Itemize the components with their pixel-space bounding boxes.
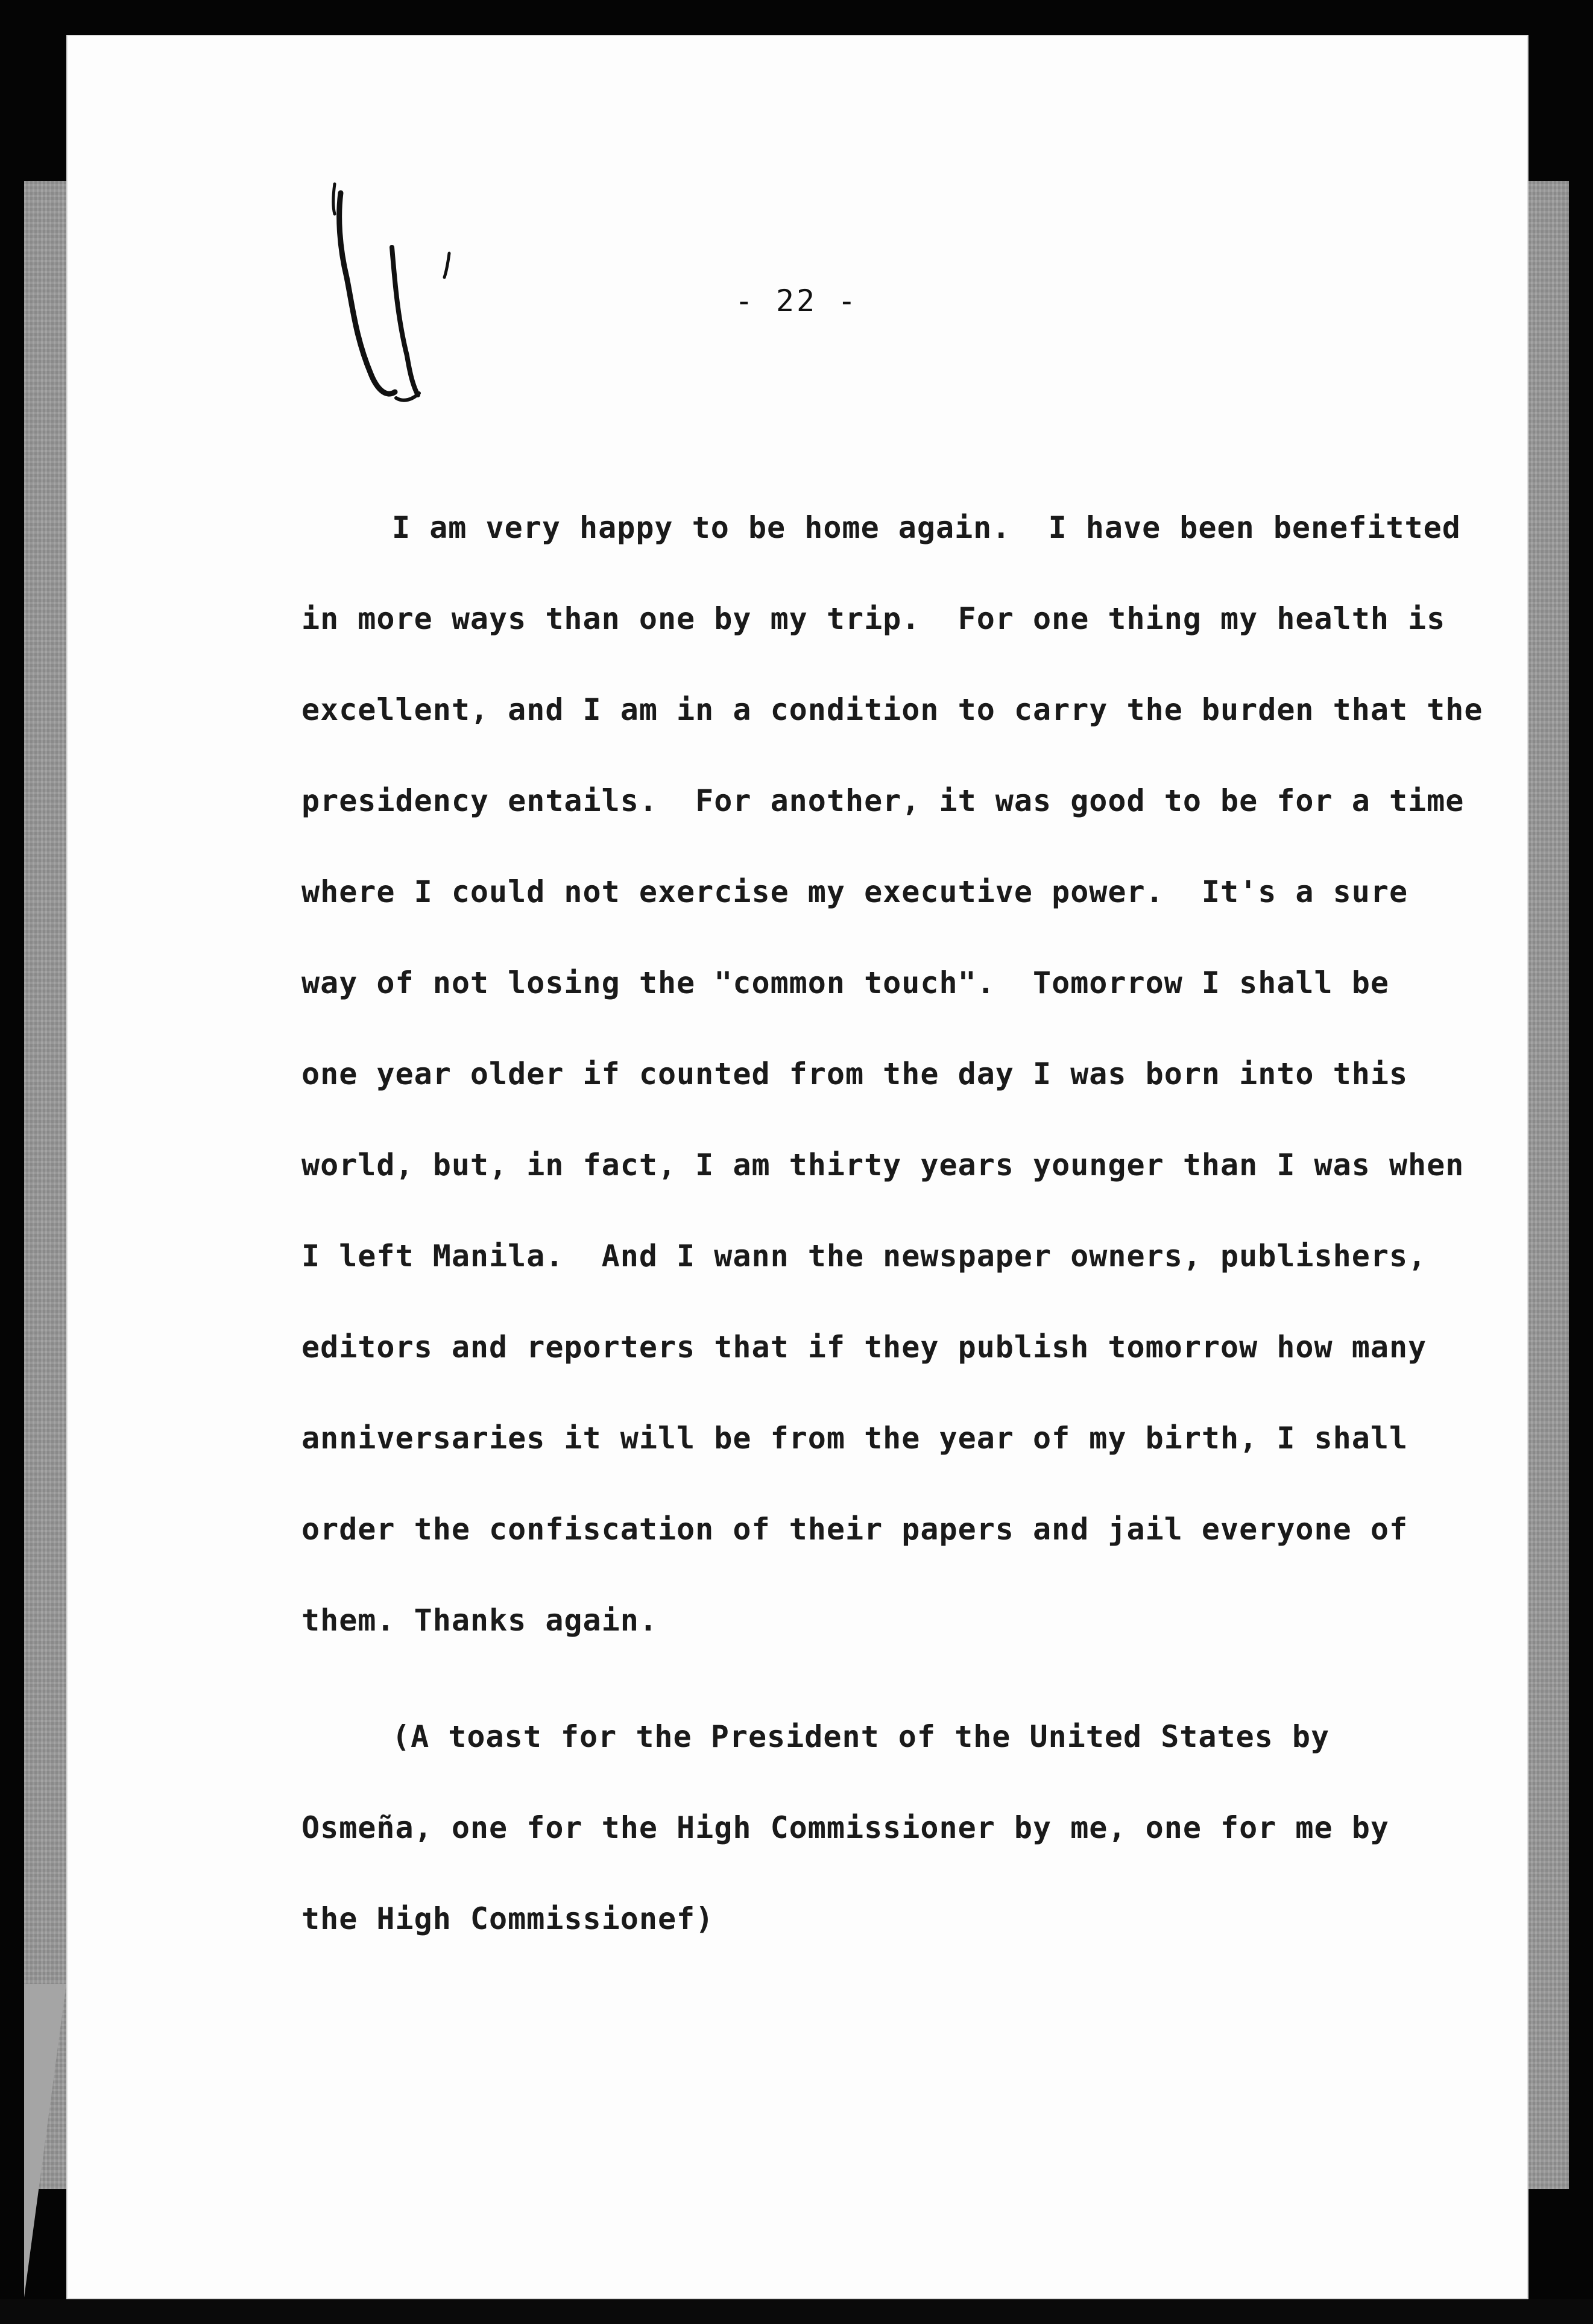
scanner-bottom-band (0, 2299, 1593, 2324)
text-line: where I could not exercise my executive power. It's a sure (301, 874, 1408, 909)
paragraph-toast-note (301, 1691, 1483, 1965)
text-line: in more ways than one by my trip. For one thing my health is (301, 601, 1446, 636)
text-line: them. Thanks again. (301, 1603, 658, 1638)
text-line: the High Commissionef) (301, 1901, 714, 1936)
text-line: (A toast for the President of the United States by (392, 1719, 1330, 1754)
page-fold (24, 1984, 66, 2297)
text-line: world, but, in fact, I am thirty years younger than I was when (301, 1148, 1465, 1183)
text-line: one year older if counted from the day I was born into this (301, 1056, 1408, 1091)
paragraph-remarks (301, 482, 1483, 1666)
text-line: Osmeña, one for the High Commissioner by me, one for me by (301, 1810, 1389, 1845)
page-number: - 22 - (734, 283, 859, 318)
letter-body (301, 482, 1483, 1965)
text-line: editors and reporters that if they publish tomorrow how many (301, 1330, 1427, 1365)
text-line: I am very happy to be home again. I have been benefitted (392, 510, 1461, 545)
text-line: anniversaries it will be from the year of my birth, I shall (301, 1421, 1408, 1456)
text-line: way of not losing the "common touch". Tomorrow I shall be (301, 965, 1389, 1000)
paragraph-gap (301, 1666, 1483, 1691)
text-line: I left Manila. And I wann the newspaper owners, publishers, (301, 1239, 1427, 1274)
text-line: order the confiscation of their papers and jail everyone of (301, 1512, 1408, 1547)
text-line: presidency entails. For another, it was good to be for a time (301, 783, 1465, 818)
text-line: excellent, and I am in a condition to carry the burden that the (301, 692, 1483, 727)
